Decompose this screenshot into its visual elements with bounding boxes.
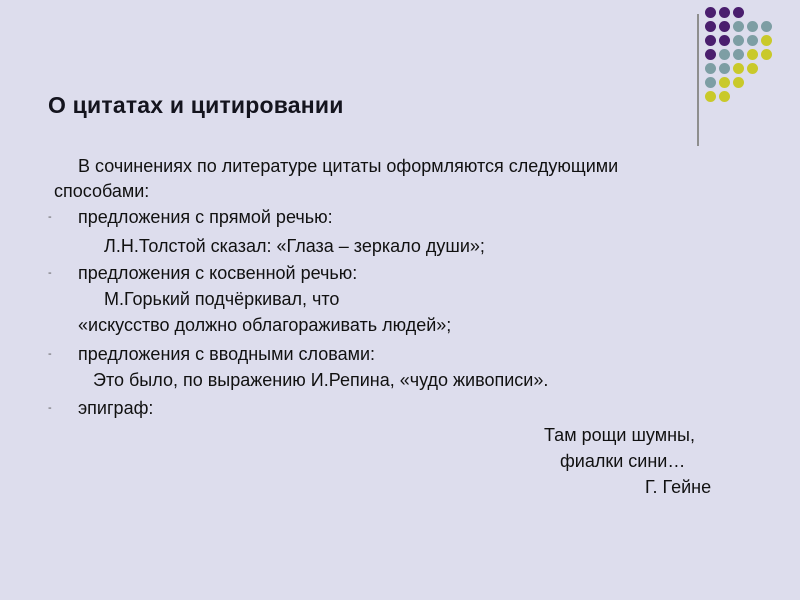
intro-line-2: способами: (54, 181, 150, 201)
list-item-indirect-speech: предложения с косвенной речью: (78, 263, 358, 283)
list-bullet: - (48, 348, 52, 360)
example-parenthetical: Это было, по выражению И.Репина, «чудо живописи». (93, 370, 549, 390)
list-item-direct-speech: предложения с прямой речью: (78, 207, 333, 227)
intro-line-1: В сочинениях по литературе цитаты оформляются следующими (78, 156, 619, 176)
list-bullet: - (48, 267, 52, 279)
list-bullet: - (48, 211, 52, 223)
list-item-parenthetical: предложения с вводными словами: (78, 344, 376, 364)
epigraph-author: Г. Гейне (645, 477, 712, 497)
epigraph-line-1: Там рощи шумны, (544, 425, 695, 445)
slide-title: О цитатах и цитировании (48, 92, 344, 118)
example-indirect-speech-2: «искусство должно облагораживать людей»; (78, 315, 452, 335)
example-direct-speech: Л.Н.Толстой сказал: «Глаза – зеркало души»; (104, 236, 485, 256)
epigraph-line-2: фиалки сини… (560, 451, 686, 471)
example-indirect-speech-1: М.Горький подчёркивал, что (104, 289, 340, 309)
list-item-epigraph: эпиграф: (78, 398, 154, 418)
list-bullet: - (48, 402, 52, 414)
